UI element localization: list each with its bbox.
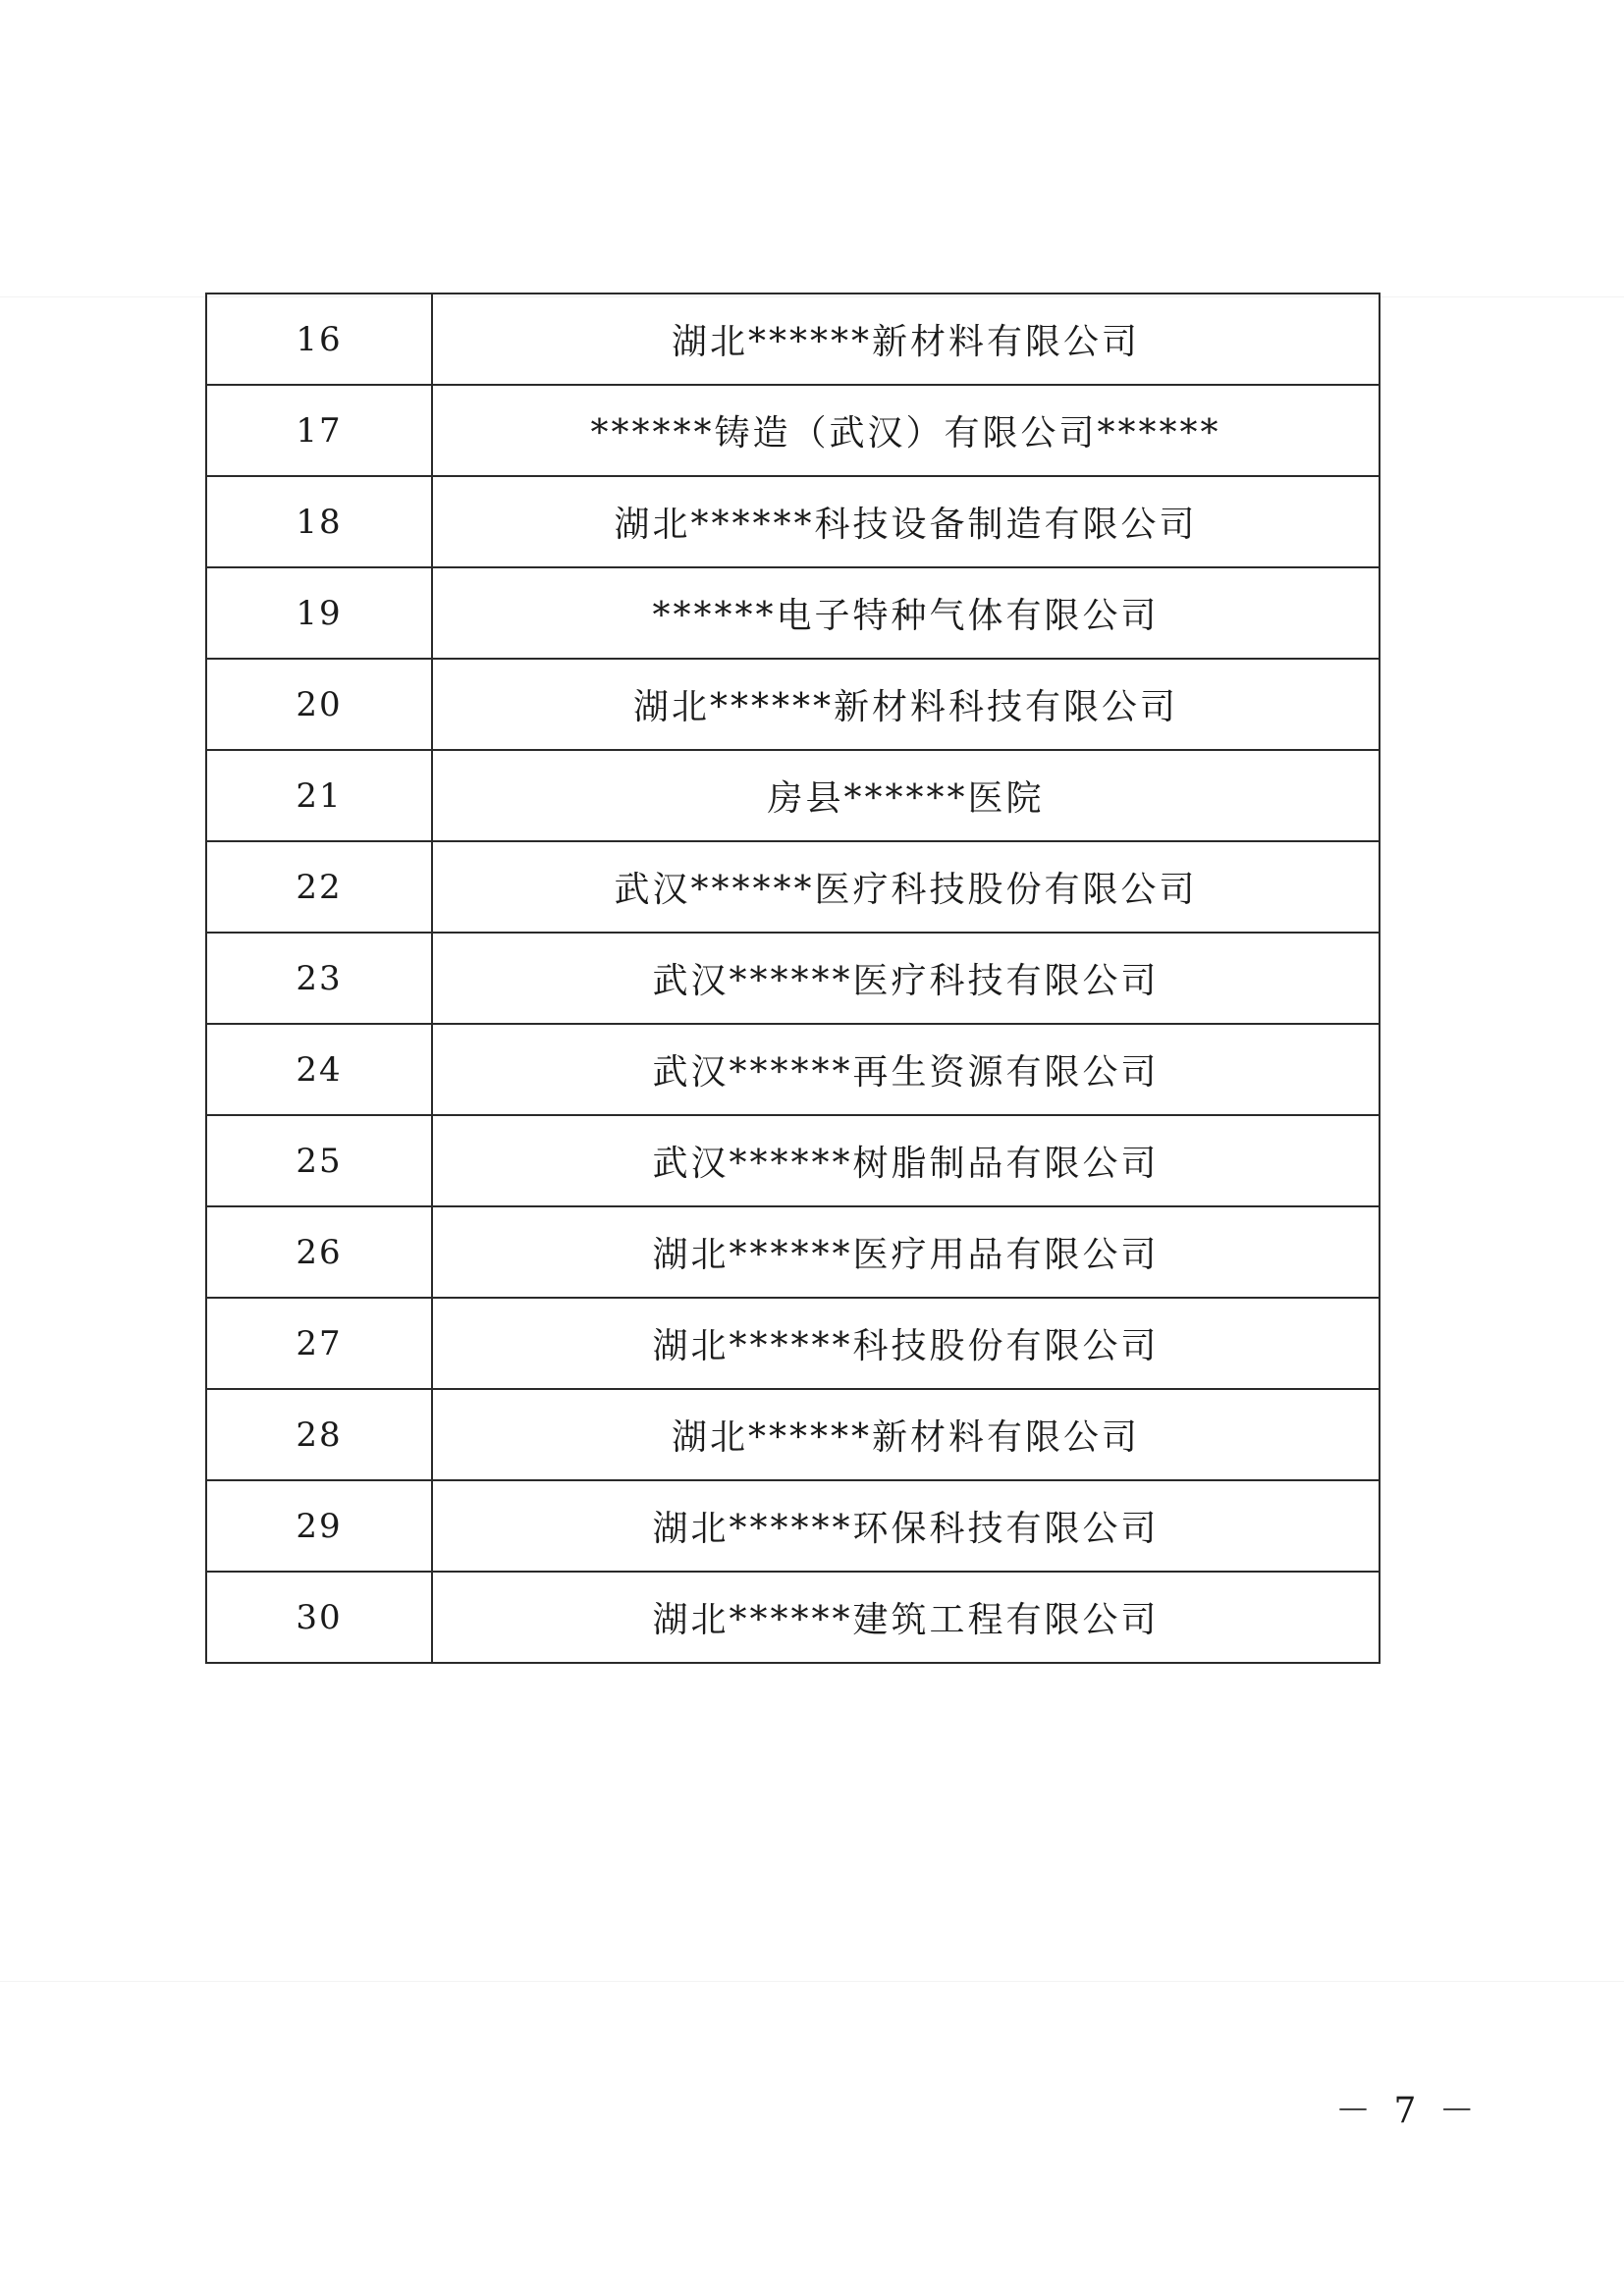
company-name: 房县******医院 — [432, 750, 1380, 841]
row-number: 17 — [206, 385, 432, 476]
company-name: 武汉******医疗科技股份有限公司 — [432, 841, 1380, 933]
row-number: 20 — [206, 659, 432, 750]
table-row — [206, 750, 1380, 841]
table-row — [206, 385, 1380, 476]
table-row — [206, 1298, 1380, 1389]
table-row — [206, 933, 1380, 1024]
row-number: 25 — [206, 1115, 432, 1206]
row-number: 27 — [206, 1298, 432, 1389]
row-number: 28 — [206, 1389, 432, 1480]
company-name: 武汉******再生资源有限公司 — [432, 1024, 1380, 1115]
table-row — [206, 1389, 1380, 1480]
company-name: 湖北******新材料有限公司 — [432, 294, 1380, 385]
table-row — [206, 567, 1380, 659]
table-row — [206, 659, 1380, 750]
table-row — [206, 1480, 1380, 1572]
row-number: 22 — [206, 841, 432, 933]
row-number: 26 — [206, 1206, 432, 1298]
row-number: 21 — [206, 750, 432, 841]
company-name: 湖北******新材料有限公司 — [432, 1389, 1380, 1480]
table-row — [206, 294, 1380, 385]
row-number: 18 — [206, 476, 432, 567]
scan-artifact-line — [0, 1981, 1624, 1982]
company-name: ******电子特种气体有限公司 — [432, 567, 1380, 659]
page-number: － 7 － — [1335, 2091, 1481, 2131]
table-row — [206, 1024, 1380, 1115]
row-number: 23 — [206, 933, 432, 1024]
row-number: 16 — [206, 294, 432, 385]
table-row — [206, 476, 1380, 567]
table-row — [206, 1572, 1380, 1663]
table-body — [206, 294, 1380, 1663]
company-name: 湖北******环保科技有限公司 — [432, 1480, 1380, 1572]
row-number: 19 — [206, 567, 432, 659]
table-row — [206, 841, 1380, 933]
company-name: 湖北******建筑工程有限公司 — [432, 1572, 1380, 1663]
company-name: 武汉******医疗科技有限公司 — [432, 933, 1380, 1024]
company-name: 湖北******医疗用品有限公司 — [432, 1206, 1380, 1298]
company-list-table — [205, 293, 1380, 1664]
row-number: 30 — [206, 1572, 432, 1663]
table-row — [206, 1115, 1380, 1206]
company-name: 湖北******科技股份有限公司 — [432, 1298, 1380, 1389]
company-name: 湖北******科技设备制造有限公司 — [432, 476, 1380, 567]
table-row — [206, 1206, 1380, 1298]
row-number: 29 — [206, 1480, 432, 1572]
company-name: 武汉******树脂制品有限公司 — [432, 1115, 1380, 1206]
row-number: 24 — [206, 1024, 432, 1115]
company-name: 湖北******新材料科技有限公司 — [432, 659, 1380, 750]
company-name: ******铸造（武汉）有限公司****** — [432, 385, 1380, 476]
